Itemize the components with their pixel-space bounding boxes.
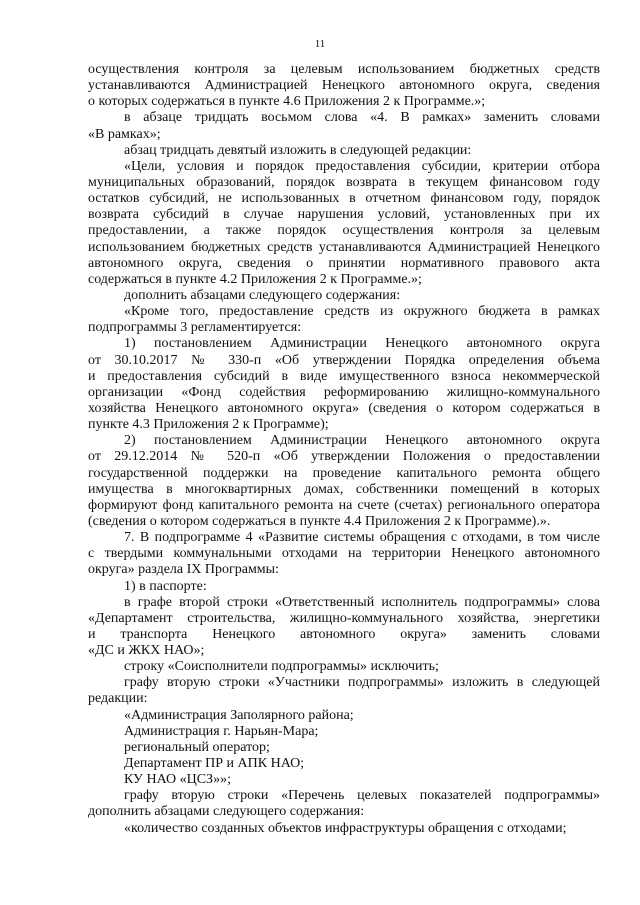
- text-line: редакции:: [88, 691, 148, 707]
- text-line: осуществления контроля за целевым использованием бюджетных средств: [88, 62, 600, 77]
- text-line: о которых содержаться в пункте 4.6 Приложения 2 к Программе.»;: [88, 94, 486, 110]
- text-line: графу вторую строки «Участники подпрограммы» изложить в следующей: [124, 675, 600, 691]
- text-line: 2) постановлением Администрации Ненецкого автономного округа: [124, 433, 600, 449]
- page-number: 11: [314, 38, 326, 50]
- text-line: имущества в многоквартирных домах, собственники помещений в которых: [88, 481, 600, 497]
- text-line: «ДС и ЖКХ НАО»;: [88, 643, 205, 659]
- text-line: от 29.12.2014 № 520-п «Об утверждении Положения о предоставлении: [88, 449, 600, 465]
- text-line: «Кроме того, предоставление средств из окружного бюджета в рамках: [124, 304, 600, 320]
- text-line: дополнить абзацами следующего содержания:: [124, 287, 401, 303]
- text-line: муниципальных образований, порядок возврата в текущем финансовом году: [88, 174, 600, 190]
- text-line: и транспорта Ненецкого автономного округа» заменить словами: [88, 626, 600, 642]
- text-line: в графе второй строки «Ответственный исполнитель подпрограммы» слова: [124, 594, 600, 610]
- text-line: в абзаце тридцать восьмом слова «4. В рамках» заменить словами: [124, 110, 600, 126]
- text-line: устанавливаются Администрацией Ненецкого автономного округа, сведения: [88, 78, 600, 94]
- text-line: округа» раздела IX Программы:: [88, 562, 279, 578]
- text-line: от 30.10.2017 № 330-п «Об утверждении Порядка определения объема: [88, 352, 600, 368]
- text-line: дополнить абзацами следующего содержания:: [88, 804, 365, 820]
- text-line: графу вторую строки «Перечень целевых показателей подпрограммы»: [124, 788, 600, 804]
- text-line: содержаться в пункте 4.2 Приложения 2 к Программе.»;: [88, 271, 422, 287]
- text-line: использованием бюджетных средств устанавливаются Администрацией Ненецкого: [88, 239, 600, 255]
- text-line: предоставлении, а также порядок осуществления контроля за целевым: [88, 223, 600, 239]
- text-line: 7. В подпрограмме 4 «Развитие системы обращения с отходами, в том числе: [124, 530, 600, 546]
- text-line: и предоставления субсидий в виде имущественного взноса некоммерческой: [88, 368, 600, 384]
- text-line: региональный оператор;: [124, 739, 270, 755]
- text-line: с твердыми коммунальными отходами на территории Ненецкого автономного: [88, 546, 600, 562]
- text-line: остатков субсидий, не использованных в отчетном финансовом году, порядок: [88, 191, 600, 207]
- text-line: строку «Соисполнители подпрограммы» исключить;: [124, 659, 439, 675]
- text-line: автономного округа, сведения о принятии нормативного правового акта: [88, 255, 600, 271]
- text-line: КУ НАО «ЦСЗ»»;: [124, 772, 231, 788]
- text-line: Департамент ПР и АПК НАО;: [124, 756, 305, 772]
- text-line: «Цели, условия и порядок предоставления субсидии, критерии отбора: [124, 158, 600, 174]
- text-line: подпрограммы 3 регламентируется:: [88, 320, 302, 336]
- text-line: абзац тридцать девятый изложить в следующей редакции:: [124, 142, 472, 158]
- document-body: [88, 62, 600, 837]
- text-line: «В рамках»;: [88, 126, 161, 142]
- text-line: «Департамент строительства, жилищно-коммунального хозяйства, энергетики: [88, 610, 600, 626]
- text-line: 1) постановлением Администрации Ненецкого автономного округа: [124, 336, 600, 352]
- text-line: возврата субсидий в случае нарушения условий, установленных при их: [88, 207, 600, 223]
- text-line: «количество созданных объектов инфраструктуры обращения с отходами;: [124, 820, 567, 836]
- text-line: формируют фонд капитального ремонта на счете (счетах) регионального оператора: [88, 497, 600, 513]
- text-line: «Администрация Заполярного района;: [124, 707, 354, 723]
- text-line: 1) в паспорте:: [124, 578, 207, 594]
- text-line: хозяйства Ненецкого автономного округа» (сведения о котором содержаться в: [88, 400, 600, 416]
- text-line: организации «Фонд содействия реформированию жилищно-коммунального: [88, 384, 600, 400]
- text-line: Администрация г. Нарьян-Мара;: [124, 723, 319, 739]
- text-line: государственной поддержки на проведение капитального ремонта общего: [88, 465, 600, 481]
- text-line: (сведения о котором содержаться в пункте 4.4 Приложения 2 к Программе).».: [88, 513, 551, 529]
- text-line: пункте 4.3 Приложения 2 к Программе);: [88, 417, 329, 433]
